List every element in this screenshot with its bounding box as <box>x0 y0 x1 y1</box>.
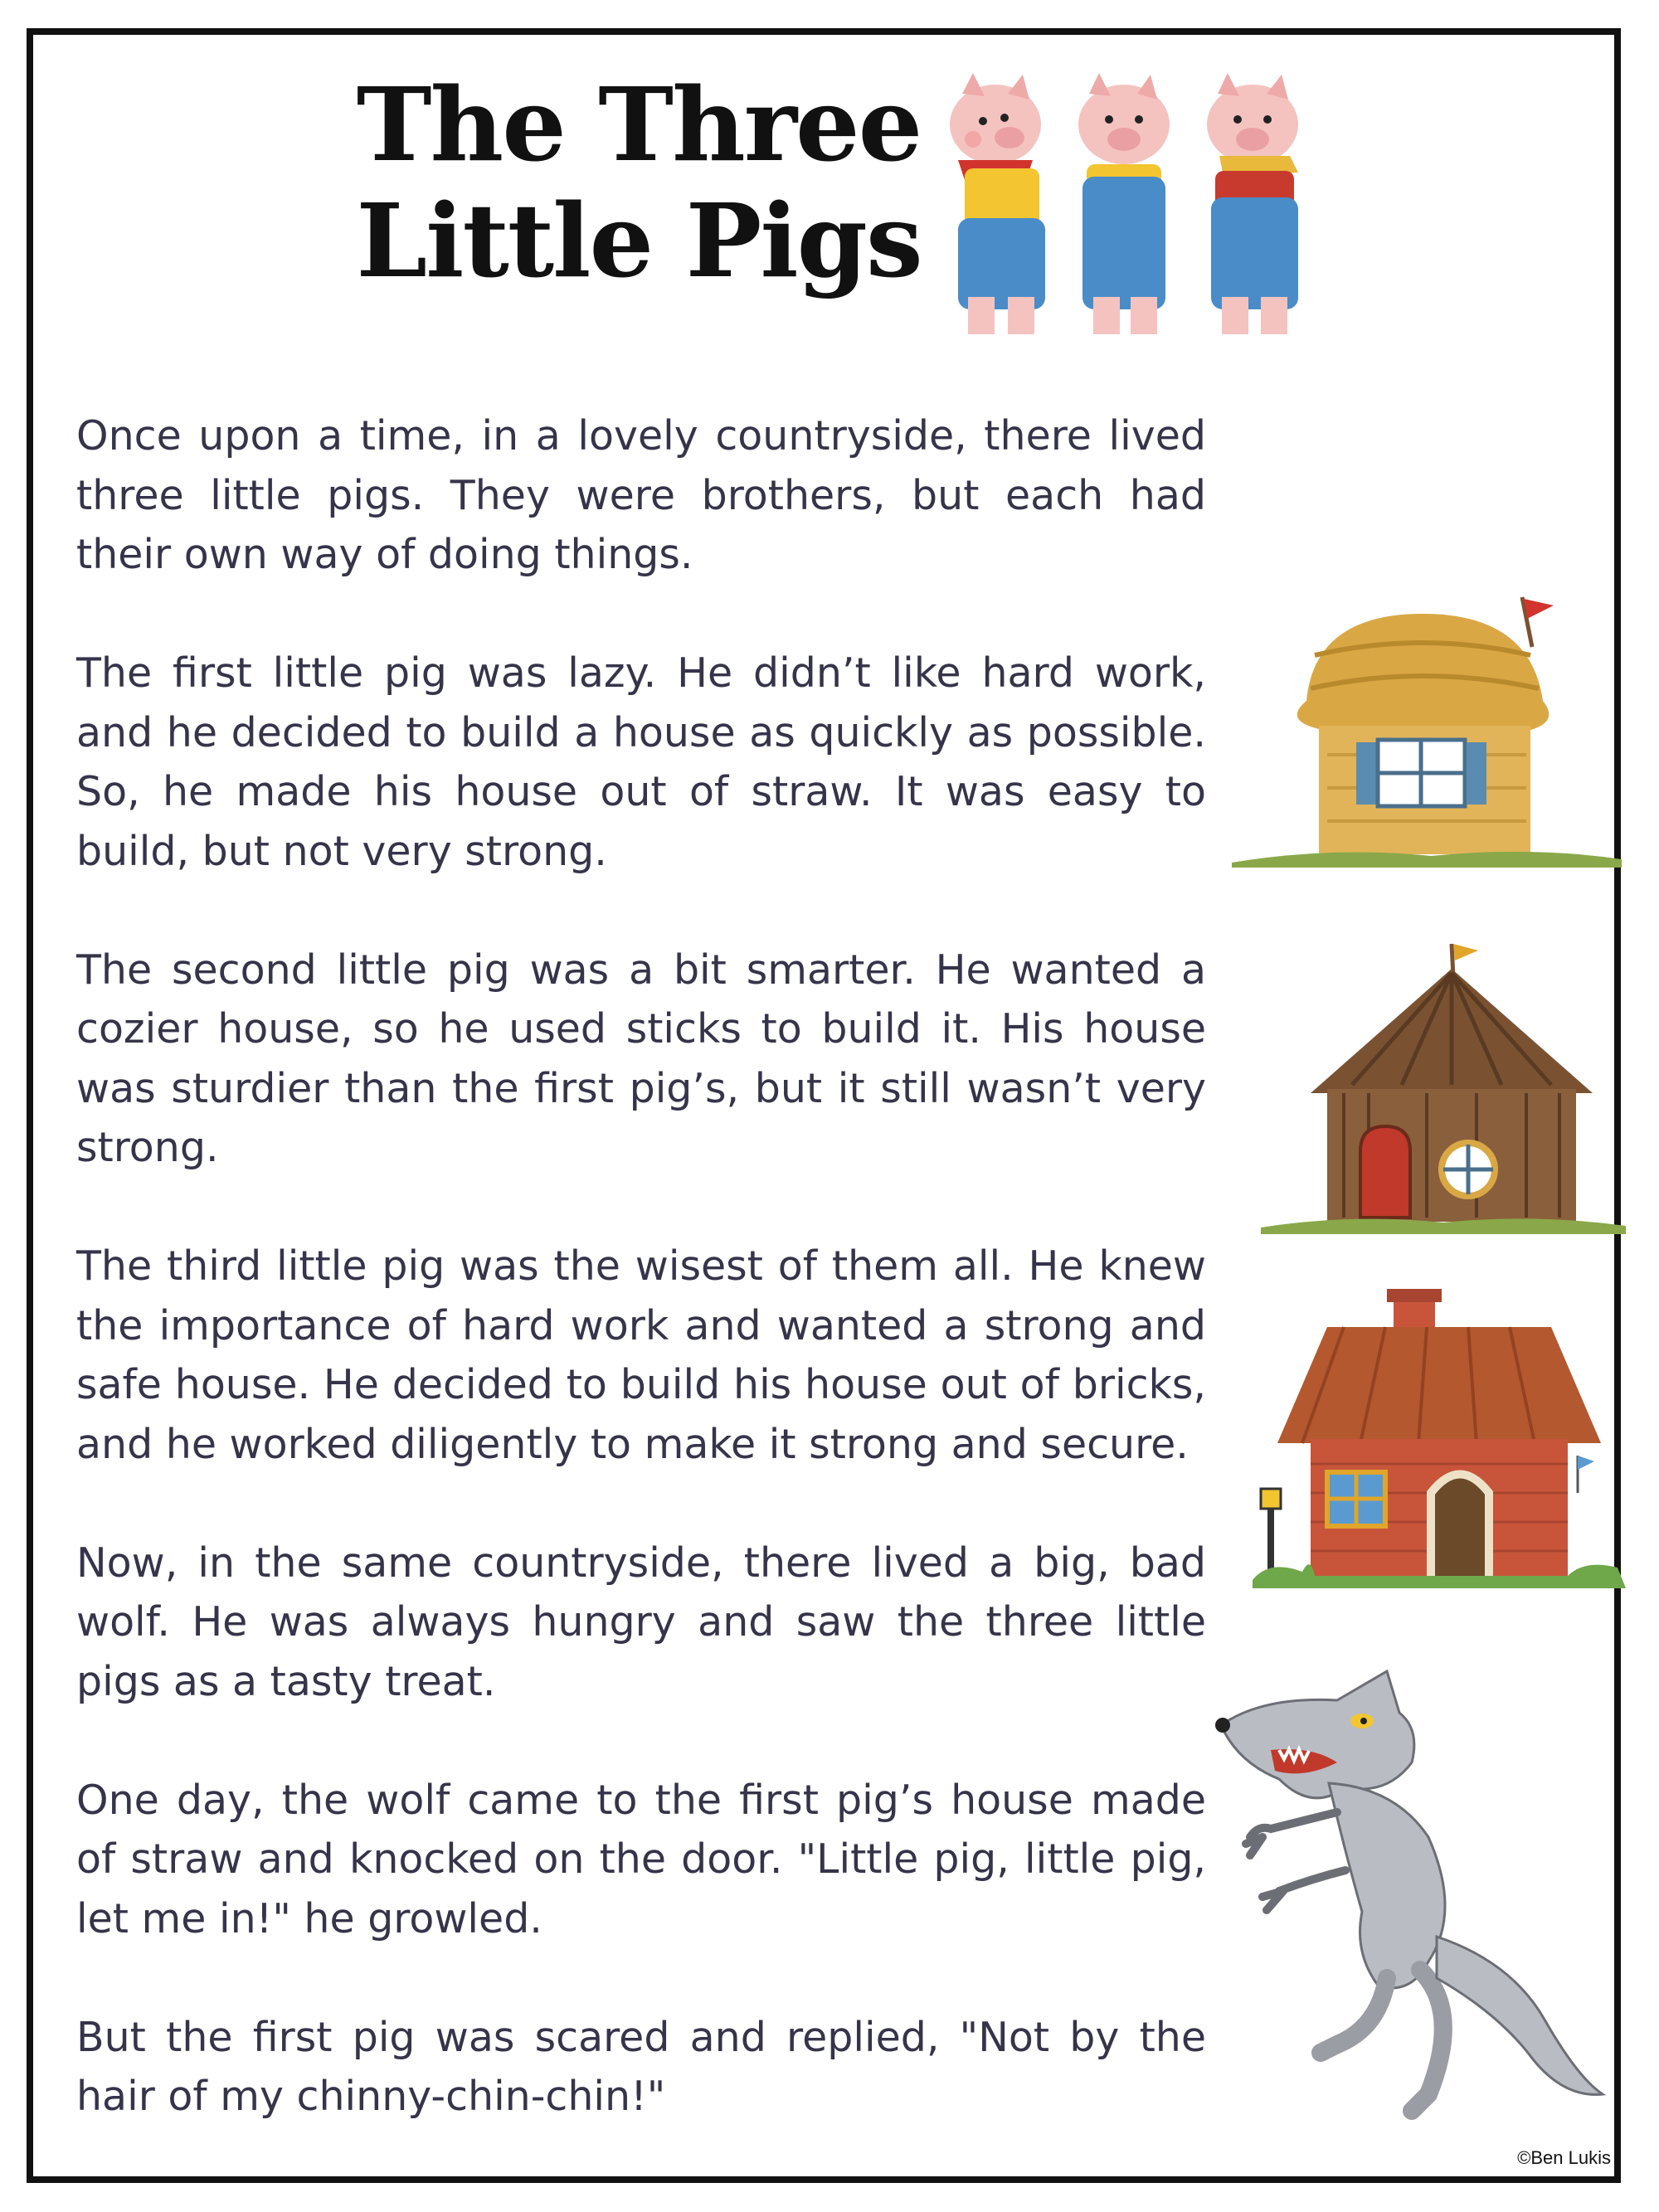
story-paragraph: But the first pig was scared and replied, "Not by the hair of my chinny-chin-chin!" <box>76 2013 1206 2120</box>
wolf-illustration <box>1213 1663 1619 2127</box>
title-line-1: The Three <box>356 65 922 184</box>
story-paragraph: One day, the wolf came to the first pig’s house made of straw and knocked on the door. "Little pig, little pig, let me in!" he growled. <box>76 1776 1206 1942</box>
title-line-2: Little Pigs <box>356 181 922 300</box>
straw-house-illustration <box>1232 564 1622 879</box>
story-text <box>76 406 1206 2185</box>
story-paragraph: Now, in the same countryside, there lived a big, bad wolf. He was always hungry and saw the three little pigs as a tasty treat. <box>76 1539 1206 1705</box>
pig-left <box>950 73 1045 334</box>
pig-right <box>1207 73 1298 334</box>
story-paragraph: The third little pig was the wisest of them all. He knew the importance of hard work and wanted a strong and safe house. He decided to build his house out of bricks, and he worked diligently to make it strong and secure. <box>76 1242 1206 1468</box>
page-title <box>348 66 929 299</box>
pig-middle <box>1078 73 1170 334</box>
story-paragraph: The first little pig was lazy. He didn’t like hard work, and he decided to build a house as quickly as possible. So, he made his house out of straw. It was easy to build, but not very strong. <box>76 649 1206 875</box>
story-paragraph: Once upon a time, in a lovely countryside, there lived three little pigs. They were brothers, but each had their own way of doing things. <box>76 412 1206 578</box>
stick-house-illustration <box>1261 927 1626 1242</box>
brick-house-illustration <box>1253 1286 1626 1601</box>
copyright-notice: ©Ben Lukis <box>1517 2147 1611 2168</box>
three-pigs-illustration <box>933 73 1315 351</box>
story-paragraph: The second little pig was a bit smarter. He wanted a cozier house, so he used sticks to build it. His house was sturdier than the first pig’s, but it still wasn’t very strong. <box>76 946 1206 1171</box>
